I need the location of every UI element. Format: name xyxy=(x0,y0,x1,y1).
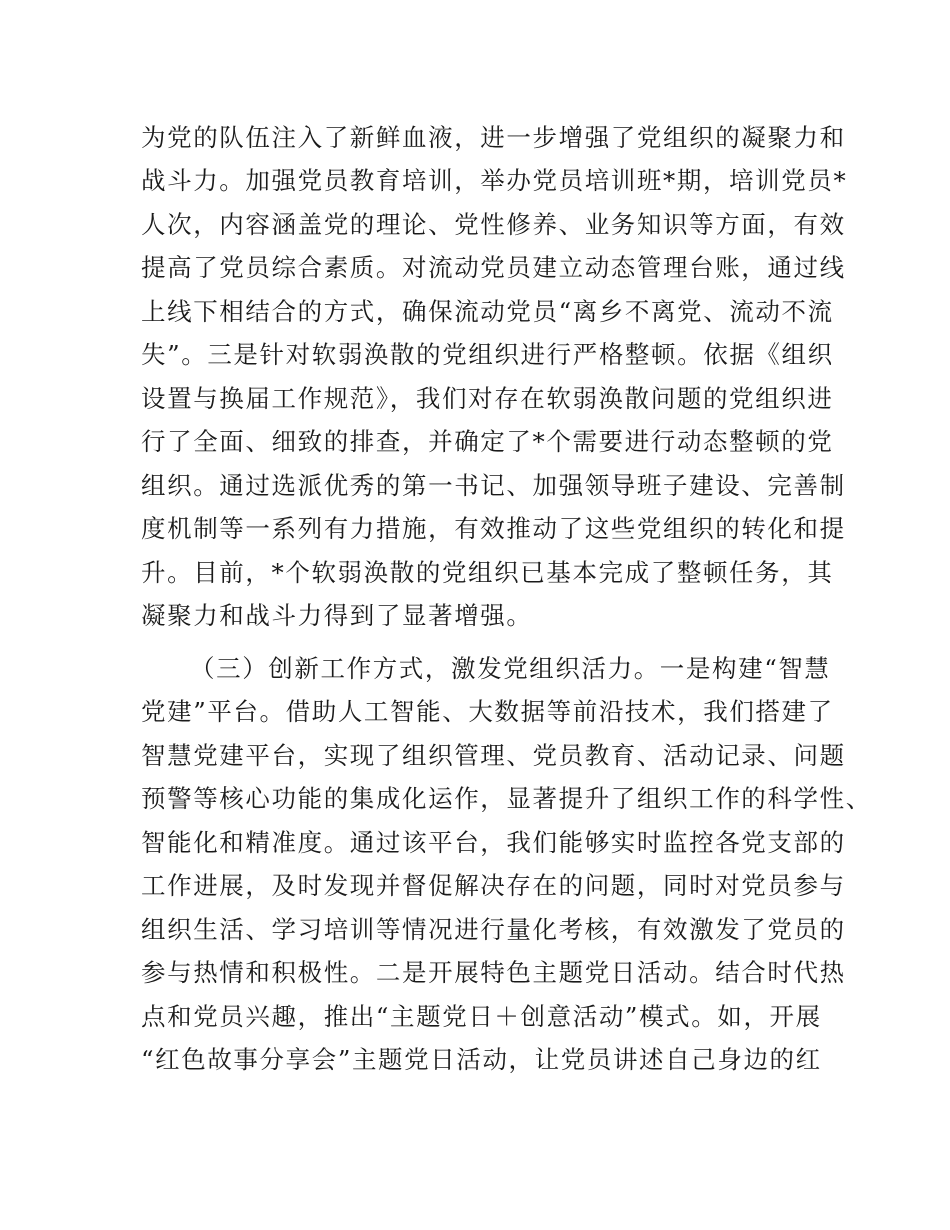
section-heading-line: （三）创新工作方式，激发党组织活力。一是构建“智慧 xyxy=(190,654,831,683)
text-line: 组织生活、学习培训等情况进行量化考核，有效激发了党员的 xyxy=(141,915,846,944)
text-line: 行了全面、细致的排查，并确定了*个需要进行动态整顿的党 xyxy=(141,427,834,456)
text-line: 智慧党建平台，实现了组织管理、党员教育、活动记录、问题 xyxy=(141,741,846,770)
text-line: 设置与换届工作规范》，我们对存在软弱涣散问题的党组织进 xyxy=(141,384,834,413)
text-line: “红色故事分享会”主题党日活动，让党员讲述自己身边的红 xyxy=(141,1045,822,1074)
text-line: 智能化和精准度。通过该平台，我们能够实时监控各党支部的 xyxy=(141,828,846,857)
text-line: 人次，内容涵盖党的理论、党性修养、业务知识等方面，有效 xyxy=(141,210,846,239)
text-line: 失”。三是针对软弱涣散的党组织进行严格整顿。依据《组织 xyxy=(141,340,834,369)
text-line: 上线下相结合的方式，确保流动党员“离乡不离党、流动不流 xyxy=(141,297,834,326)
text-line: 战斗力。加强党员教育培训，举办党员培训班*期，培训党员* xyxy=(141,166,848,195)
text-line: 点和党员兴趣，推出“主题党日＋创意活动”模式。如，开展 xyxy=(141,1002,822,1031)
text-line: 提高了党员综合素质。对流动党员建立动态管理台账，通过线 xyxy=(141,253,846,282)
text-line: 凝聚力和战斗力得到了显著增强。 xyxy=(141,601,533,630)
text-line: 组织。通过选派优秀的第一书记、加强领导班子建设、完善制 xyxy=(141,471,846,500)
text-line: 工作进展，及时发现并督促解决存在的问题，同时对党员参与 xyxy=(141,871,846,900)
text-line: 参与热情和积极性。二是开展特色主题党日活动。结合时代热 xyxy=(141,958,846,987)
text-line: 预警等核心功能的集成化运作，显著提升了组织工作的科学性、 xyxy=(141,784,872,813)
text-line: 升。目前，*个软弱涣散的党组织已基本完成了整顿任务，其 xyxy=(141,558,834,587)
text-line: 度机制等一系列有力措施，有效推动了这些党组织的转化和提 xyxy=(141,514,846,543)
text-line: 为党的队伍注入了新鲜血液，进一步增强了党组织的凝聚力和 xyxy=(141,123,846,152)
text-line: 党建”平台。借助人工智能、大数据等前沿技术，我们搭建了 xyxy=(141,697,834,726)
